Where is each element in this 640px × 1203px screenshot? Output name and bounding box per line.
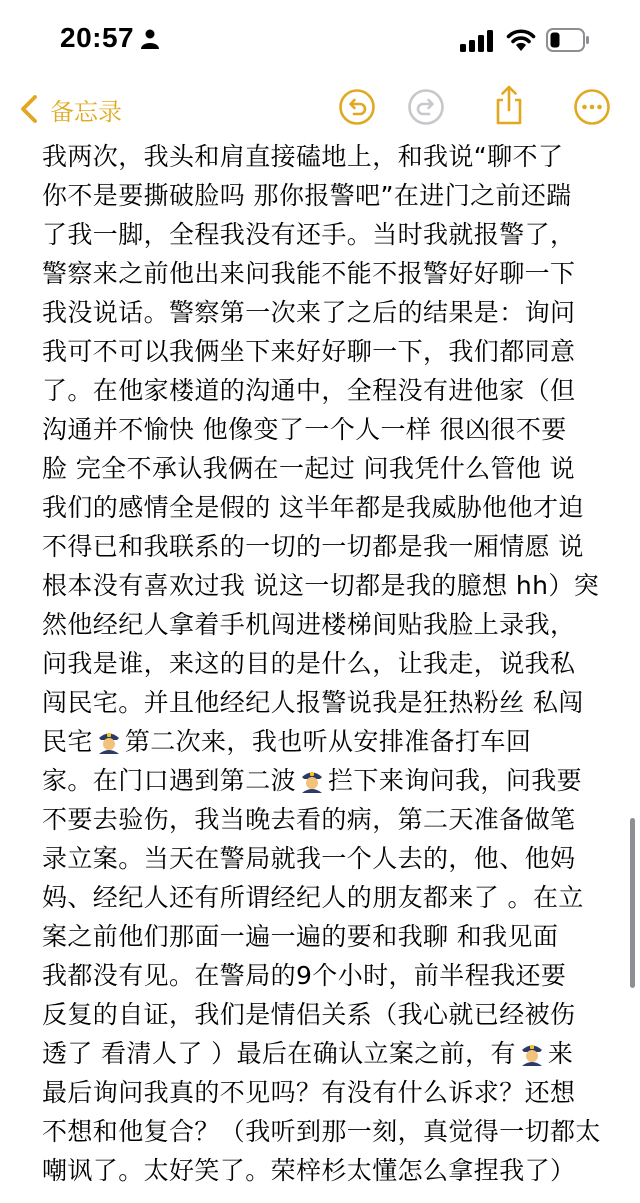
note-line: 我可不可以我俩坐下来好好聊一下，我们都同意 xyxy=(42,337,576,366)
note-line: 根本没有喜欢过我 说这一切都是我的臆想 hh）突 xyxy=(42,571,600,600)
note-line: 妈、经纪人还有所谓经纪人的朋友都来了 。在立 xyxy=(42,883,584,912)
note-text: 家。在门口遇到第二波 xyxy=(42,766,297,795)
note-line: 了我一脚，全程我没有还手。当时我就报警了， xyxy=(42,220,576,249)
note-line: 你不是要撕破脸吗 那你报警吧”在进门之前还踹 xyxy=(42,181,572,210)
note-line: 反复的自证，我们是情侣关系（我心就已经被伤 xyxy=(42,1000,576,1029)
note-text: 拦下来询问我，问我要 xyxy=(328,766,583,795)
note-text: 民宅 xyxy=(42,727,93,756)
battery-icon xyxy=(546,28,590,52)
note-line: 我没说话。警察第一次来了之后的结果是：询问 xyxy=(42,298,576,327)
note-text: 透了 看清人了 ）最后在确认立案之前，有 xyxy=(42,1039,516,1068)
redo-icon[interactable] xyxy=(407,88,445,126)
more-icon[interactable] xyxy=(573,88,611,126)
back-button[interactable] xyxy=(18,92,122,126)
chevron-left-icon xyxy=(18,94,40,124)
note-line: 我们的感情全是假的 这半年都是我威胁他他才迫 xyxy=(42,493,584,522)
note-line: 不想和他复合？（我听到那一刻，真觉得一切都太 xyxy=(42,1117,601,1146)
nav-bar xyxy=(0,80,640,138)
status-time: 20:57 xyxy=(60,22,135,53)
note-line xyxy=(42,1034,612,1073)
person-icon xyxy=(141,29,159,49)
note-line: 警察来之前他出来问我能不能不报警好好聊一下 xyxy=(42,259,576,288)
wifi-icon xyxy=(505,27,537,51)
note-line xyxy=(42,761,612,800)
note-line: 不得已和我联系的一切的一切都是我一厢情愿 说 xyxy=(42,532,584,561)
note-line: 我两次，我头和肩直接磕地上，和我说“聊不了 xyxy=(42,142,564,171)
back-label: 备忘录 xyxy=(50,97,122,126)
note-line: 案之前他们那面一遍一遍的要和我聊 和我见面 xyxy=(42,922,559,951)
note-text: 第二次来，我也听从安排准备打车回 xyxy=(124,727,532,756)
note-line: 嘲讽了。太好笑了。荣梓杉太懂怎么拿捏我了） xyxy=(42,1156,576,1185)
police-officer-emoji-icon xyxy=(519,1040,545,1066)
note-line: 问我是谁，来这的目的是什么，让我走，说我私 xyxy=(42,649,576,678)
note-line: 不要去验伤，我当晚去看的病，第二天准备做笔 xyxy=(42,805,576,834)
note-line: 脸 完全不承认我俩在一起过 问我凭什么管他 说 xyxy=(42,454,576,483)
status-bar xyxy=(0,0,640,80)
note-line: 闯民宅。并且他经纪人报警说我是狂热粉丝 私闯 xyxy=(42,688,584,717)
police-officer-emoji-icon xyxy=(96,728,122,754)
note-body[interactable] xyxy=(42,137,612,1203)
signal-icon xyxy=(460,30,494,52)
note-line: 录立案。当天在警局就我一个人去的，他、他妈 xyxy=(42,844,576,873)
note-line: 然他经纪人拿着手机闯进楼梯间贴我脸上录我， xyxy=(42,610,576,639)
note-line xyxy=(42,722,612,761)
share-icon[interactable] xyxy=(490,84,528,126)
note-line: 了。在他家楼道的沟通中，全程没有进他家（但 xyxy=(42,376,576,405)
note-line: 我都没有见。在警局的9个小时，前半程我还要 xyxy=(42,961,567,990)
police-officer-emoji-icon xyxy=(299,767,325,793)
note-text: 来 xyxy=(547,1039,574,1068)
note-line: 最后询问我真的不见吗？有没有什么诉求？还想 xyxy=(42,1078,576,1107)
undo-icon[interactable] xyxy=(338,88,376,126)
scroll-indicator[interactable] xyxy=(630,818,635,988)
note-line: 沟通并不愉快 他像变了一个人一样 很凶很不要 xyxy=(42,415,567,444)
